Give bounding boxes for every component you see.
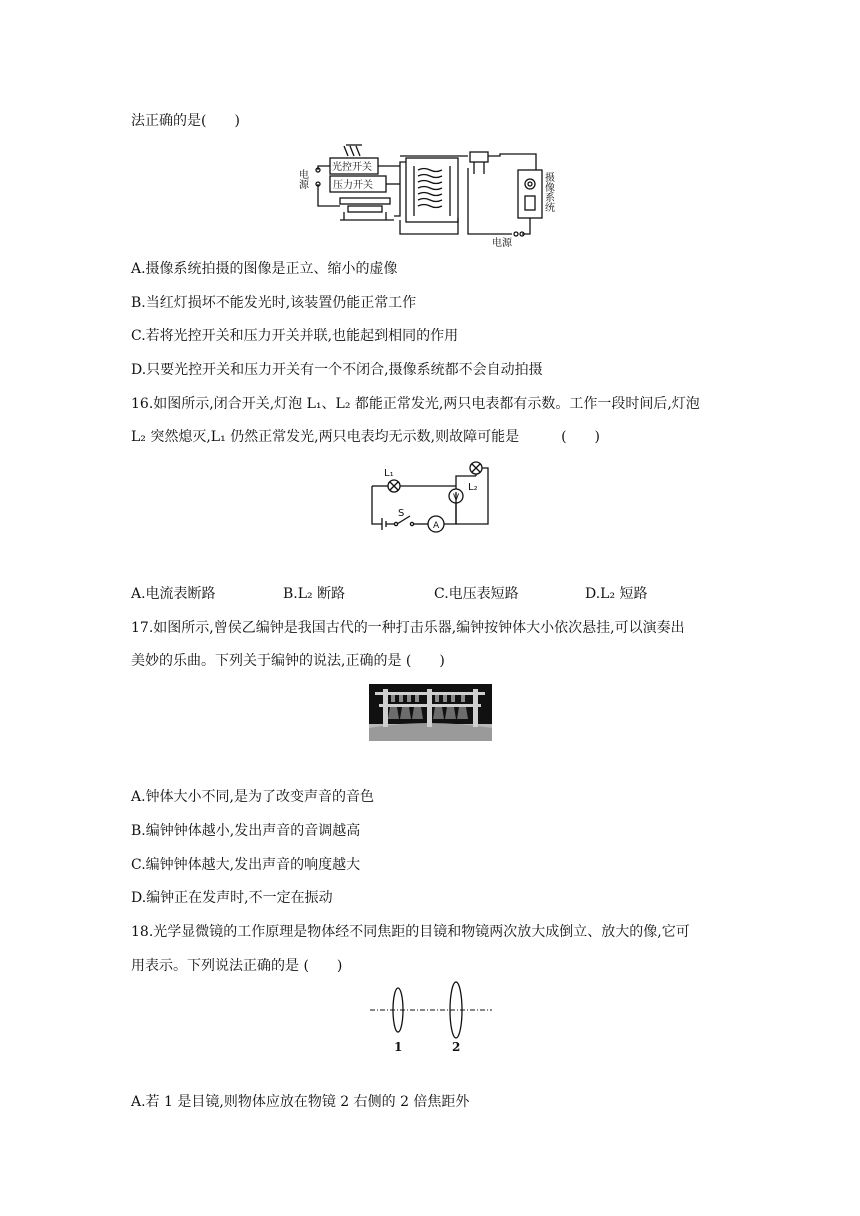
q15-option-b: B.当红灯损坏不能发光时,该装置仍能正常工作 (131, 295, 417, 311)
q15-stem-tail: 法正确的是( ) (131, 113, 240, 129)
q15-circuit-figure (296, 140, 562, 250)
q16-stem-line2: L₂ 突然熄灭,L₁ 仍然正常发光,两只电表均无示数,则故障可能是 ( ) (131, 429, 600, 445)
q16-option-d: D.L₂ 短路 (585, 586, 648, 602)
q15-option-c: C.若将光控开关和压力开关并联,也能起到相同的作用 (131, 328, 459, 344)
q18-lens-figure (368, 980, 494, 1056)
q17-stem-line1: 17.如图所示,曾侯乙编钟是我国古代的一种打击乐器,编钟按钟体大小依次悬挂,可以演奏出 (131, 620, 685, 636)
q17-option-d: D.编钟正在发声时,不一定在振动 (131, 890, 333, 906)
q16-circuit-figure (364, 456, 494, 542)
q15-option-d: D.只要光控开关和压力开关有一个不闭合,摄像系统都不会自动拍摄 (131, 362, 543, 378)
q17-stem-line2: 美妙的乐曲。下列关于编钟的说法,正确的是 ( ) (131, 653, 445, 669)
q16-voltmeter-label: V (453, 493, 460, 503)
q15-power-bottom-label: 电源 (492, 238, 512, 249)
q18-stem-line2: 用表示。下列说法正确的是 ( ) (131, 958, 343, 974)
q16-option-c: C.电压表短路 (434, 586, 519, 602)
q17-option-b: B.编钟钟体越小,发出声音的音调越高 (131, 823, 361, 839)
q16-ammeter-label: A (433, 521, 440, 531)
q15-camera-label: 摄像系统 (542, 172, 554, 212)
q17-bianzhong-photo (369, 684, 492, 741)
q16-option-b: B.L₂ 断路 (283, 586, 346, 602)
q18-lens1-label: 1 (394, 1040, 403, 1054)
q16-stem-line1: 16.如图所示,闭合开关,灯泡 L₁、L₂ 都能正常发光,两只电表都有示数。工作一段时间后,灯泡 (131, 396, 700, 412)
q16-switch-label: S (398, 508, 405, 519)
q16-option-a: A.电流表断路 (131, 586, 216, 602)
q18-lens2-label: 2 (452, 1040, 461, 1054)
q16-l2-label: L₂ (468, 482, 478, 493)
q17-option-c: C.编钟钟体越大,发出声音的响度越大 (131, 857, 361, 873)
q15-light-switch-label: 光控开关 (332, 162, 372, 173)
q15-power-left-label: 电源 (296, 169, 308, 189)
q15-option-a: A.摄像系统拍摄的图像是正立、缩小的虚像 (131, 261, 398, 277)
q17-option-a: A.钟体大小不同,是为了改变声音的音色 (131, 789, 375, 805)
q16-l1-label: L₁ (384, 468, 394, 479)
q15-pressure-switch-label: 压力开关 (333, 180, 373, 191)
q18-stem-line1: 18.光学显微镜的工作原理是物体经不同焦距的目镜和物镜两次放大成倒立、放大的像,它可 (131, 924, 690, 940)
q18-option-a: A.若 1 是目镜,则物体应放在物镜 2 右侧的 2 倍焦距外 (131, 1094, 470, 1110)
